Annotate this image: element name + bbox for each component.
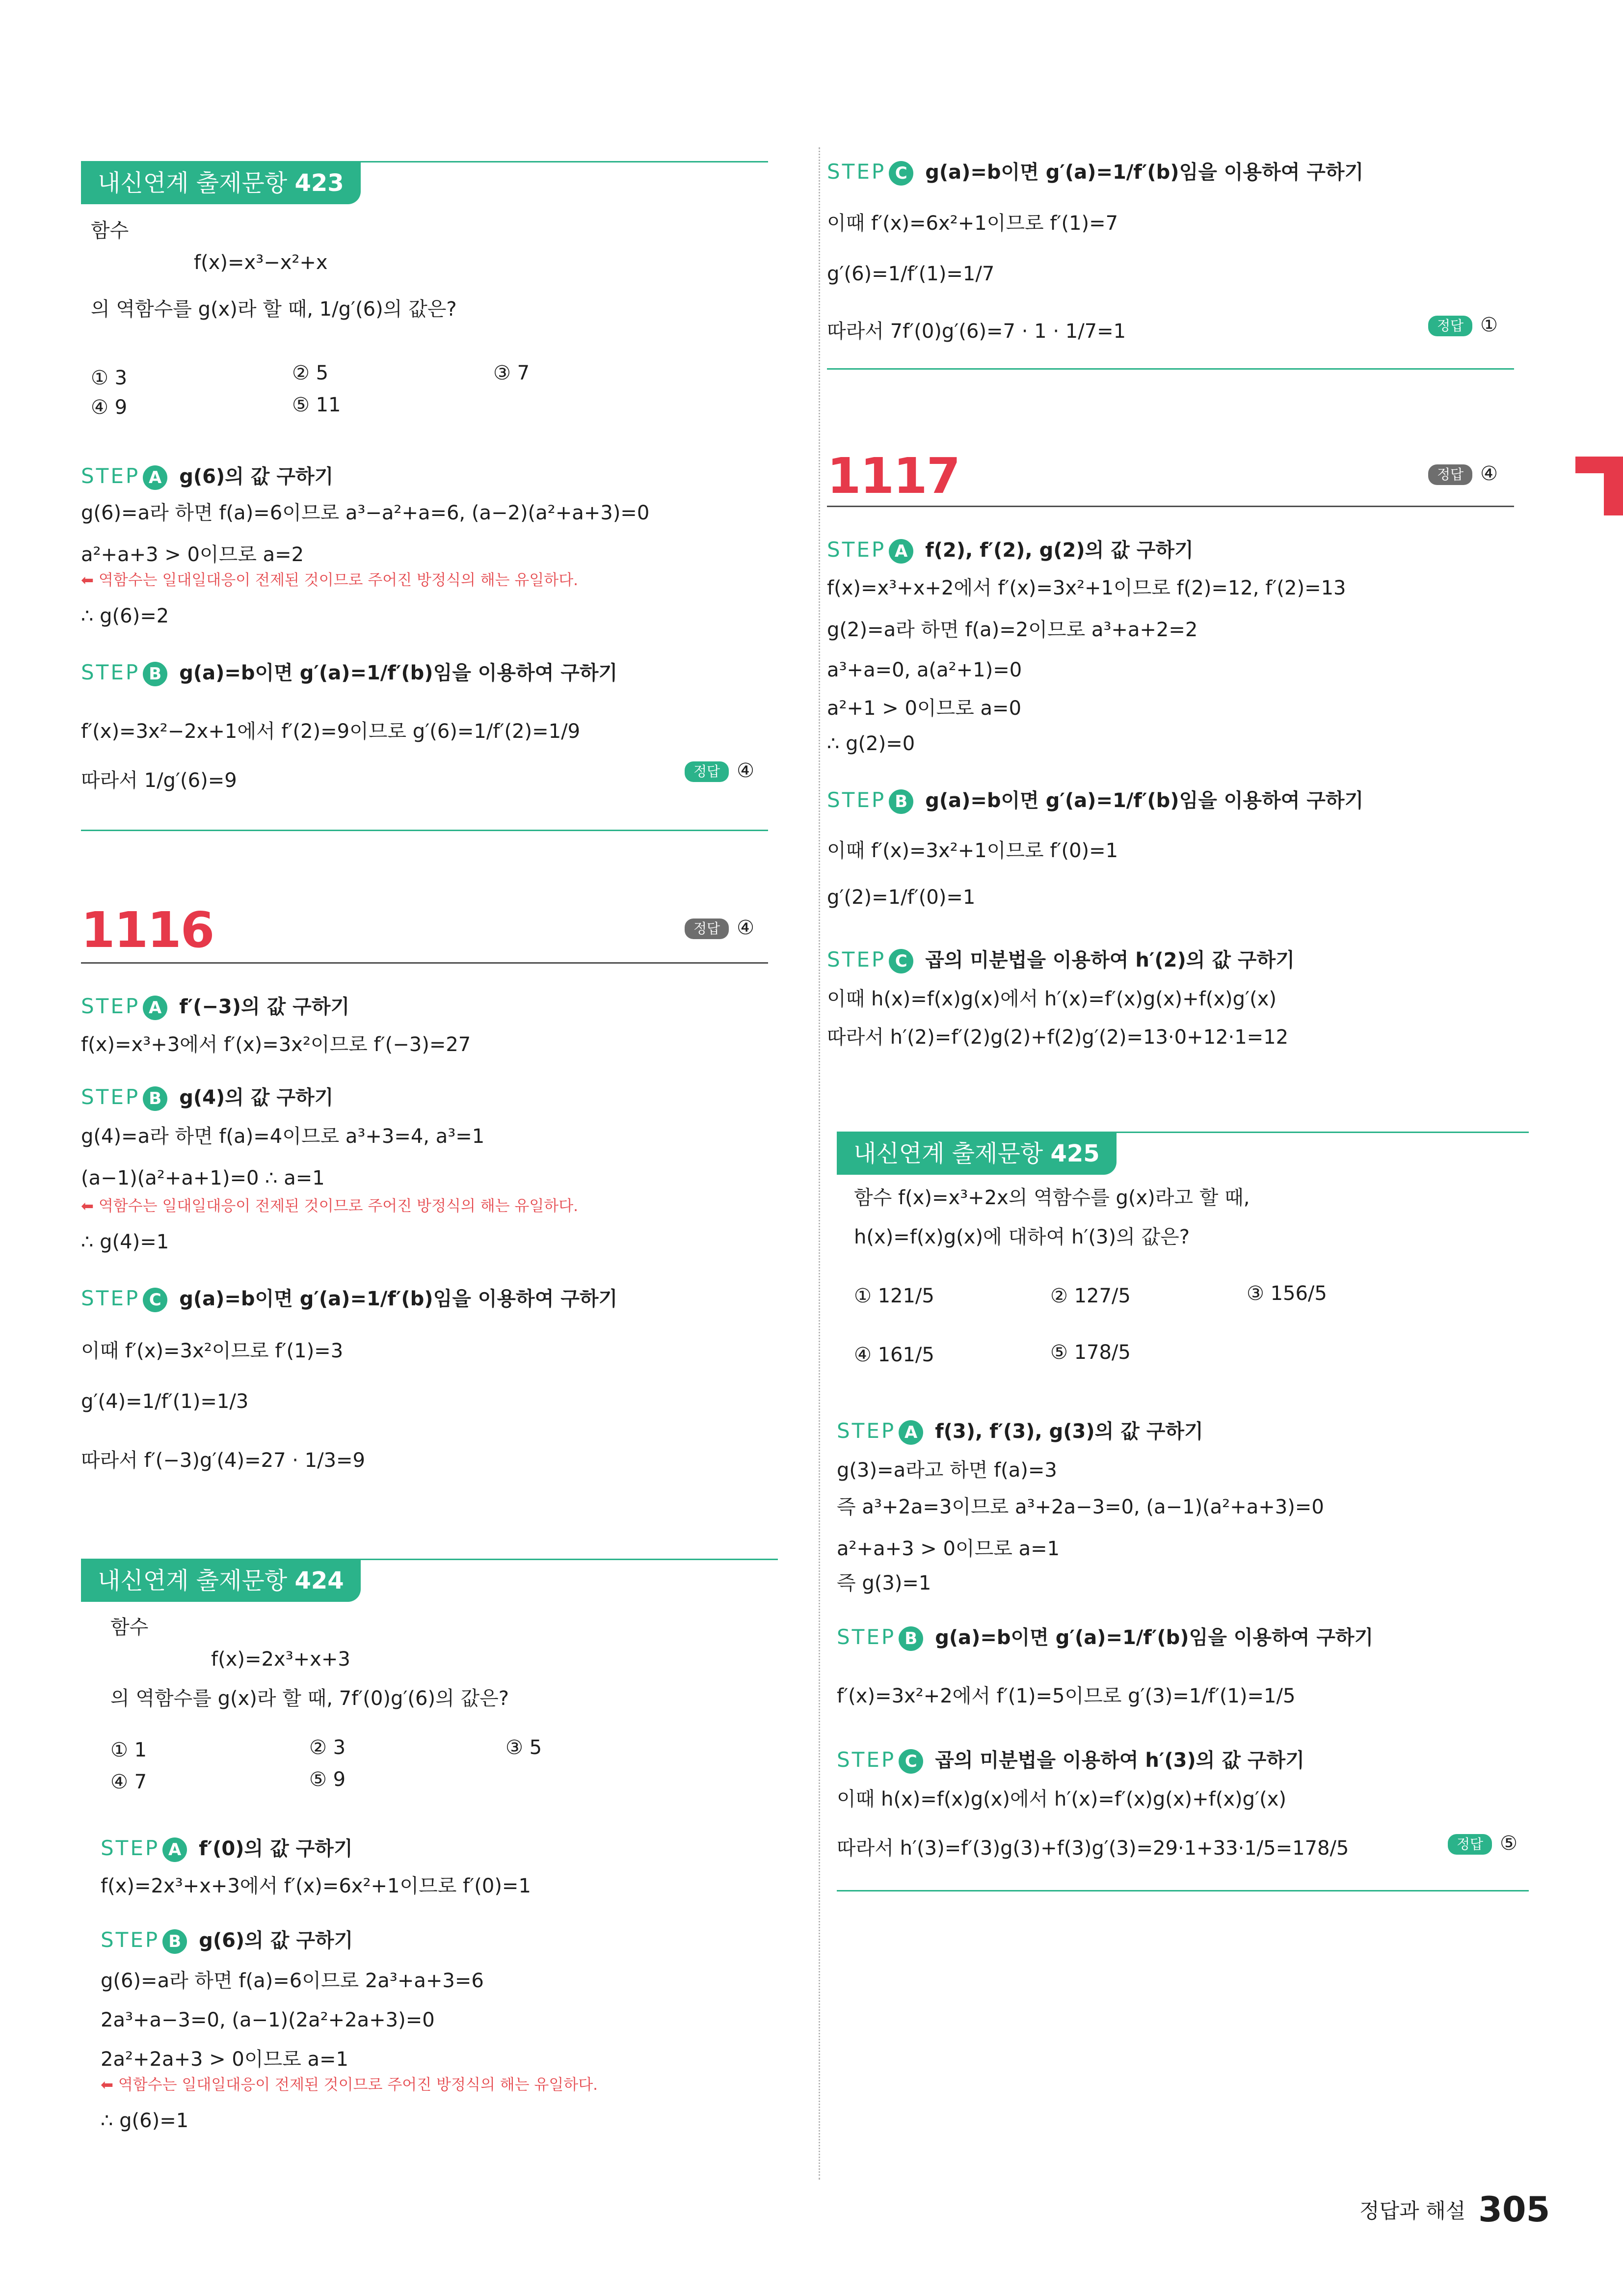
solution-line: g(6)=a라 하면 f(a)=6이므로 2a³+a+3=6: [101, 1970, 484, 1992]
solution-line: f′(x)=3x²+2에서 f′(1)=5이므로 g′(3)=1/f′(1)=1/5: [837, 1685, 1296, 1707]
step-b-heading: [81, 1082, 333, 1112]
solution-line: 2a²+2a+3 > 0이므로 a=1: [101, 2048, 348, 2071]
problem-formula: f(x)=2x³+x+3: [211, 1648, 350, 1671]
section-rule: [827, 368, 1514, 370]
problem-tab-prefix: 내신연계 출제문항: [853, 1140, 1043, 1167]
step-b-heading: [81, 658, 617, 688]
solution-line: a²+1 > 0이므로 a=0: [827, 697, 1022, 720]
solution-line: 이때 h(x)=f(x)g(x)에서 h′(x)=f′(x)g(x)+f(x)g′(x): [827, 988, 1277, 1010]
step-a-heading: [81, 992, 349, 1022]
solution-line: (a−1)(a²+a+1)=0 ∴ a=1: [81, 1167, 325, 1189]
column-divider: [819, 147, 820, 2180]
solution-line: f′(x)=3x²−2x+1에서 f′(2)=9이므로 g′(6)=1/f′(2)=1/9: [81, 720, 581, 743]
problem-question: 의 역함수를 g(x)라 할 때, 7f′(0)g′(6)의 값은?: [110, 1687, 509, 1710]
step-title: g(a)=b이면 g′(a)=1/f′(b)임을 이용하여 구하기: [179, 1288, 618, 1310]
solution-line: 2a³+a−3=0, (a−1)(2a²+2a+3)=0: [101, 2009, 435, 2031]
problem-tab-423: [81, 162, 361, 204]
step-title: g(4)의 값 구하기: [179, 1086, 334, 1109]
step-a-heading: [837, 1416, 1203, 1446]
step-letter-badge: C: [889, 949, 913, 973]
step-a-heading: [827, 535, 1194, 565]
step-title: g(a)=b이면 g′(a)=1/f′(b)임을 이용하여 구하기: [179, 662, 618, 684]
step-title: 곱의 미분법을 이용하여 h′(3)의 값 구하기: [935, 1749, 1304, 1772]
step-label: STEP: [81, 660, 140, 684]
step-a-heading: [81, 461, 333, 491]
choice-5[interactable]: ⑤ 11: [292, 394, 341, 416]
solution-line: f(x)=x³+3에서 f′(x)=3x²이므로 f′(−3)=27: [81, 1033, 471, 1056]
problem-tab-number: 424: [294, 1567, 344, 1594]
step-title: f(3), f′(3), g(3)의 값 구하기: [935, 1420, 1203, 1443]
problem-tab-number: 423: [294, 169, 344, 197]
step-letter-badge: A: [889, 539, 913, 564]
answer-badge: 정답: [685, 761, 729, 782]
problem-question: h(x)=f(x)g(x)에 대하여 h′(3)의 값은?: [854, 1226, 1190, 1248]
step-label: STEP: [827, 160, 886, 184]
step-title: f′(−3)의 값 구하기: [179, 996, 350, 1018]
choice-4[interactable]: ④ 9: [91, 396, 128, 419]
problem-text: 함수: [110, 1616, 149, 1639]
solution-note: ⬅ 역함수는 일대일대응이 전제된 것이므로 주어진 방정식의 해는 유일하다.: [81, 1197, 579, 1215]
choice-3[interactable]: ③ 7: [493, 362, 530, 384]
problem-question: 의 역함수를 g(x)라 할 때, 1/g′(6)의 값은?: [91, 298, 457, 321]
chapter-thumb-tab-edge: [1604, 457, 1623, 515]
step-c-heading: [81, 1284, 617, 1314]
solution-line: g′(2)=1/f′(0)=1: [827, 886, 976, 909]
problem-tab-prefix: 내신연계 출제문항: [98, 1567, 288, 1594]
solution-line: 따라서 7f′(0)g′(6)=7 · 1 · 1/7=1: [827, 320, 1126, 343]
choice-4[interactable]: ④ 7: [110, 1771, 147, 1793]
answer-badge: 정답: [1428, 464, 1472, 485]
solution-line: a²+a+3 > 0이므로 a=2: [81, 543, 304, 566]
choice-3[interactable]: ③ 156/5: [1247, 1282, 1327, 1305]
solution-line: 즉 g(3)=1: [837, 1572, 931, 1594]
step-letter-badge: B: [899, 1626, 923, 1651]
step-letter-badge: A: [162, 1837, 187, 1862]
solution-line: 따라서 1/g′(6)=9: [81, 769, 237, 792]
solution-line: 이때 f′(x)=6x²+1이므로 f′(1)=7: [827, 212, 1118, 235]
step-label: STEP: [827, 788, 886, 812]
solution-note: ⬅ 역함수는 일대일대응이 전제된 것이므로 주어진 방정식의 해는 유일하다.: [101, 2076, 598, 2094]
step-label: STEP: [101, 1836, 160, 1860]
step-label: STEP: [827, 538, 886, 562]
problem-tab-number: 425: [1050, 1140, 1100, 1167]
answer-box: [1428, 310, 1498, 340]
step-title: 곱의 미분법을 이용하여 h′(2)의 값 구하기: [925, 949, 1295, 972]
solution-line: g(2)=a라 하면 f(a)=2이므로 a³+a+2=2: [827, 619, 1198, 641]
solution-line: 이때 f′(x)=3x²이므로 f′(1)=3: [81, 1340, 344, 1362]
answer-value: ①: [1480, 314, 1498, 336]
step-b-heading: [827, 785, 1363, 815]
solution-line: 따라서 h′(2)=f′(2)g(2)+f(2)g′(2)=13·0+12·1=12: [827, 1026, 1289, 1049]
solution-note: ⬅ 역함수는 일대일대응이 전제된 것이므로 주어진 방정식의 해는 유일하다.: [81, 571, 579, 589]
section-rule: [837, 1890, 1529, 1891]
step-title: g(a)=b이면 g′(a)=1/f′(b)임을 이용하여 구하기: [925, 161, 1364, 184]
step-title: g(a)=b이면 g′(a)=1/f′(b)임을 이용하여 구하기: [925, 789, 1364, 812]
choice-1[interactable]: ① 1: [110, 1739, 147, 1761]
step-letter-badge: A: [143, 465, 167, 490]
answer-value: ④: [737, 917, 754, 939]
step-letter-badge: C: [899, 1749, 923, 1774]
solution-line: g(6)=a라 하면 f(a)=6이므로 a³−a²+a=6, (a−2)(a²+a+3)=0: [81, 502, 650, 524]
solution-line: g(4)=a라 하면 f(a)=4이므로 a³+3=4, a³=1: [81, 1125, 485, 1148]
section-rule: [81, 830, 768, 831]
step-b-heading: [837, 1622, 1373, 1652]
footer-label: 정답과 해설: [1359, 2199, 1466, 2223]
solution-line: a³+a=0, a(a²+1)=0: [827, 659, 1022, 681]
problem-tab-prefix: 내신연계 출제문항: [98, 169, 288, 197]
step-label: STEP: [101, 1928, 160, 1952]
step-title: f′(0)의 값 구하기: [199, 1837, 353, 1860]
step-label: STEP: [837, 1625, 896, 1649]
step-letter-badge: C: [889, 161, 913, 186]
problem-text: 함수 f(x)=x³+2x의 역함수를 g(x)라고 할 때,: [854, 1187, 1250, 1209]
step-label: STEP: [827, 947, 886, 972]
answer-badge: 정답: [1448, 1834, 1492, 1855]
step-label: STEP: [81, 1085, 140, 1109]
step-label: STEP: [81, 464, 140, 488]
answer-badge: 정답: [685, 918, 729, 939]
step-c-heading: [827, 945, 1295, 975]
problem-tab-424: [81, 1560, 361, 1602]
page-number: 305: [1478, 2189, 1550, 2230]
problem-text: 함수: [91, 219, 129, 242]
step-b-heading: [101, 1925, 353, 1955]
step-letter-badge: C: [143, 1288, 167, 1312]
step-c-heading: [827, 157, 1363, 187]
choice-5[interactable]: ⑤ 9: [309, 1768, 346, 1791]
choice-2[interactable]: ② 3: [309, 1736, 346, 1759]
solution-line: g′(4)=1/f′(1)=1/3: [81, 1390, 249, 1413]
answer-box: [685, 756, 754, 785]
choice-2[interactable]: ② 127/5: [1050, 1285, 1131, 1307]
problem-number: 1116: [81, 901, 214, 959]
choice-1[interactable]: ① 3: [91, 367, 128, 389]
step-title: g(a)=b이면 g′(a)=1/f′(b)임을 이용하여 구하기: [935, 1626, 1374, 1649]
step-letter-badge: B: [143, 1086, 167, 1111]
solution-line: 따라서 h′(3)=f′(3)g(3)+f(3)g′(3)=29·1+33·1/5=178/5: [837, 1837, 1349, 1860]
solution-line: ∴ g(2)=0: [827, 732, 915, 755]
step-a-heading: [101, 1834, 353, 1864]
step-letter-badge: B: [889, 789, 913, 814]
step-title: f(2), f′(2), g(2)의 값 구하기: [925, 539, 1194, 562]
solution-line: g(3)=a라고 하면 f(a)=3: [837, 1459, 1057, 1482]
solution-line: 이때 h(x)=f(x)g(x)에서 h′(x)=f′(x)g(x)+f(x)g′(x): [837, 1788, 1286, 1810]
step-letter-badge: B: [143, 662, 167, 686]
page-footer: [1359, 2189, 1550, 2230]
solution-line: f(x)=x³+x+2에서 f′(x)=3x²+1이므로 f(2)=12, f′(2)=13: [827, 577, 1346, 599]
section-rule: [81, 962, 768, 964]
choice-5[interactable]: ⑤ 178/5: [1050, 1341, 1131, 1364]
choice-2[interactable]: ② 5: [292, 362, 329, 384]
choice-4[interactable]: ④ 161/5: [854, 1344, 934, 1366]
choice-1[interactable]: ① 121/5: [854, 1285, 934, 1307]
problem-formula: f(x)=x³−x²+x: [194, 251, 328, 274]
problem-tab-425: [837, 1133, 1117, 1175]
solution-line: ∴ g(6)=2: [81, 605, 169, 627]
answer-value: ④: [1480, 462, 1498, 485]
step-c-heading: [837, 1745, 1304, 1775]
answer-value: ⑤: [1500, 1832, 1517, 1855]
step-label: STEP: [837, 1748, 896, 1772]
answer-badge: 정답: [1428, 316, 1472, 336]
answer-box: [1448, 1829, 1517, 1858]
choice-3[interactable]: ③ 5: [506, 1736, 542, 1759]
answer-box: [1428, 459, 1498, 488]
solution-line: ∴ g(4)=1: [81, 1231, 169, 1253]
answer-value: ④: [737, 759, 754, 782]
section-rule: [827, 506, 1514, 507]
solution-line: 즉 a³+2a=3이므로 a³+2a−3=0, (a−1)(a²+a+3)=0: [837, 1496, 1324, 1518]
step-label: STEP: [837, 1419, 896, 1443]
answer-box: [685, 913, 754, 943]
step-label: STEP: [81, 994, 140, 1018]
solution-line: 따라서 f′(−3)g′(4)=27 · 1/3=9: [81, 1449, 366, 1472]
step-letter-badge: B: [162, 1929, 187, 1954]
step-title: g(6)의 값 구하기: [179, 465, 334, 488]
step-letter-badge: A: [143, 996, 167, 1020]
step-label: STEP: [81, 1286, 140, 1310]
step-title: g(6)의 값 구하기: [199, 1929, 353, 1952]
solution-line: 이때 f′(x)=3x²+1이므로 f′(0)=1: [827, 839, 1118, 862]
step-letter-badge: A: [899, 1420, 923, 1445]
solution-line: g′(6)=1/f′(1)=1/7: [827, 263, 995, 285]
solution-line: ∴ g(6)=1: [101, 2109, 189, 2132]
solution-line: f(x)=2x³+x+3에서 f′(x)=6x²+1이므로 f′(0)=1: [101, 1875, 531, 1897]
solution-line: a²+a+3 > 0이므로 a=1: [837, 1538, 1060, 1560]
problem-number: 1117: [827, 447, 960, 505]
